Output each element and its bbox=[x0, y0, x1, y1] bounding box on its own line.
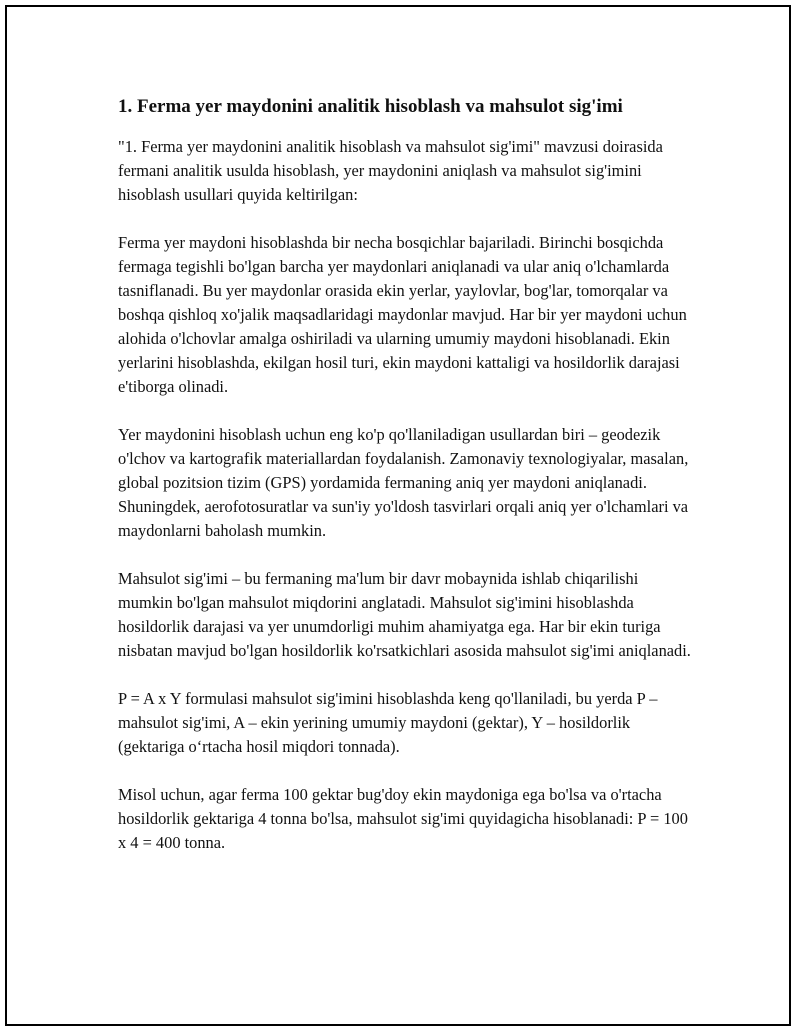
document-title: 1. Ferma yer maydonini analitik hisoblash va mahsulot sig'imi bbox=[118, 96, 623, 117]
paragraph-intro: "1. Ferma yer maydonini analitik hisoblash va mahsulot sig'imi" mavzusi doirasida fermani analitik usulda hisoblash, yer maydonini aniqlash va mahsulot sig'imini hisoblash usullari quyida keltirilgan: bbox=[118, 137, 663, 204]
paragraph-land-stages: Ferma yer maydoni hisoblashda bir necha bosqichlar bajariladi. Birinchi bosqichda fermaga tegishli bo'lgan barcha yer maydonlari aniqlanadi va ular aniq o'lchamlarda tasniflanadi. Bu yer maydonlar orasida ekin yerlar, yaylovlar, bog'lar, tomorqalar va boshqa qishloq xo'jalik maqsadlaridagi maydonlar mavjud. Har bir yer maydoni uchun alohida o'lchovlar amalga oshiriladi va ularning umumiy maydoni hisoblanadi. Ekin yerlarini hisoblashda, ekilgan hosil turi, ekin maydoni kattaligi va hosildorlik darajasi e'tiborga olinadi. bbox=[118, 233, 687, 396]
paragraph-example: Misol uchun, agar ferma 100 gektar bug'doy ekin maydoniga ega bo'lsa va o'rtacha hosildorlik gektariga 4 tonna bo'lsa, mahsulot sig'imi quyidagicha hisoblanadi: P = 100 x 4 = 400 tonna. bbox=[118, 785, 688, 852]
paragraph-measurement-methods: Yer maydonini hisoblash uchun eng ko'p qo'llaniladigan usullardan biri – geodezik o'lchov va kartografik materiallardan foydalanish. Zamonaviy texnologiyalar, masalan, global pozitsion tizim (GPS) yordamida fermaning aniq yer maydoni aniqlanadi. Shuningdek, aerofotosuratlar va sun'iy yo'ldosh tasvirlari orqali aniq yer o'lchamlari va maydonlarni baholash mumkin. bbox=[118, 425, 689, 540]
document-body bbox=[118, 93, 693, 855]
paragraph-formula: P = A x Y formulasi mahsulot sig'imini hisoblashda keng qo'llaniladi, bu yerda P – mahsulot sig'imi, A – ekin yerining umumiy maydoni (gektar), Y – hosildorlik (gektariga o‘rtacha hosil miqdori tonnada). bbox=[118, 689, 658, 756]
paragraph-product-capacity: Mahsulot sig'imi – bu fermaning ma'lum bir davr mobaynida ishlab chiqarilishi mumkin bo'lgan mahsulot miqdorini anglatadi. Mahsulot sig'imini hisoblashda hosildorlik darajasi va yer unumdorligi muhim ahamiyatga ega. Har bir ekin turiga nisbatan mavjud bo'lgan hosildorlik ko'rsatkichlari asosida mahsulot sig'imi aniqlanadi. bbox=[118, 569, 691, 660]
